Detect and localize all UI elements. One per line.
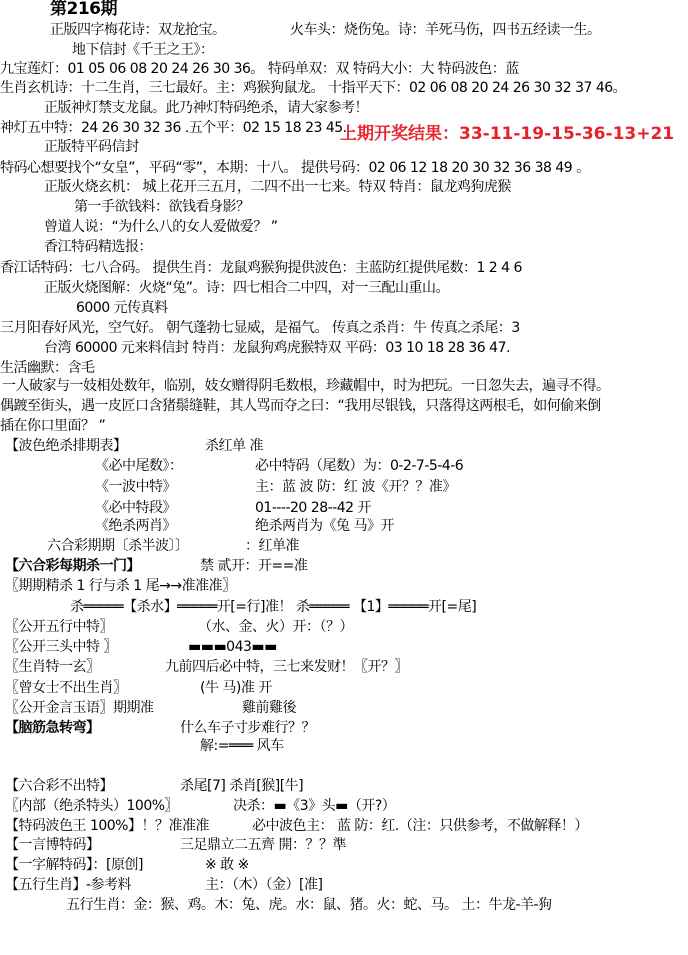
- text-line: 〖期期精杀 1 行与杀 1 尾→→准准准〗: [5, 578, 236, 594]
- text-line: 三足鼎立二五齊 開：？？準: [180, 837, 346, 853]
- text-line: 三月阳春好风光，空气好。 朝气蓬勃七显威，是福气。 传真之杀肖：牛 传真之杀尾：3: [0, 320, 520, 336]
- text-line: 【波色绝杀排期表】: [5, 438, 127, 454]
- text-line: 〖公开五行中特〗: [5, 619, 113, 635]
- text-line: 【五行生肖】-参考料: [5, 877, 132, 893]
- text-line: 《一波中特》: [95, 479, 176, 495]
- text-line: 生活幽默：含毛: [0, 360, 95, 376]
- text-line: 01----20 28--42 开: [255, 500, 371, 516]
- text-line: 【特码波色王 100%】！？准准准: [5, 818, 209, 834]
- text-line: 〖公开金言玉语〗期期准: [5, 700, 154, 716]
- text-line: 五行生肖：金：猴、鸡。木：兔、虎。水：鼠、猪。火：蛇、马。 土：牛龙-羊-狗: [66, 897, 552, 913]
- text-line: ※ 敢 ※: [205, 857, 249, 873]
- text-line: 特码心想要找个“女皇”，平码“零”，本期：十八。 提供号码：02 06 12 18 20 30 32 36 38 49 。: [0, 160, 590, 176]
- text-line: 杀尾[7] 杀肖[猴][牛]: [180, 778, 304, 794]
- text-line: 〖生肖特一玄〗: [5, 659, 100, 675]
- text-line: 雞前雞後: [242, 700, 296, 716]
- text-line: 台湾 60000 元来料信封 特肖：龙鼠狗鸡虎猴特双 平码：03 10 18 28 36 47.: [44, 340, 510, 356]
- text-line: 九宝莲灯：01 05 06 08 20 24 26 30 36。 特码单双：双 特码大小：大 特码波色：蓝: [0, 61, 519, 77]
- text-line: 【六合彩每期杀一门】: [5, 558, 140, 574]
- text-line: 火车头：烧伤兔。诗：羊死马伤，四书五经读一生。: [290, 22, 601, 38]
- text-line: 地下信封《千王之王》：: [72, 42, 214, 58]
- text-line: 九前四后必中特，三七来发财！〖开？〗: [165, 659, 408, 675]
- text-line: ▬▬▬043▬▬: [188, 639, 277, 655]
- text-line: 杀═════【杀水】═════开[=行]准！ 杀═════ 【1】═════开[=尾]: [70, 599, 477, 615]
- text-line: 正版特平码信封: [44, 139, 139, 155]
- text-line: ：红单准: [245, 538, 299, 554]
- text-line: 〖曾女士不出生肖〗: [5, 680, 127, 696]
- text-line: 正版神灯禁支龙鼠。此乃神灯特码绝杀，请大家参考！: [44, 100, 368, 116]
- text-line: (牛 马)准 开: [200, 680, 272, 696]
- text-line: 香江特码精选报：: [44, 239, 152, 255]
- text-line: 插在你口里面？ ”: [0, 418, 106, 434]
- text-line: 《必中尾数》：: [95, 458, 183, 474]
- text-line: 【六合彩不出特】: [5, 778, 113, 794]
- text-line: 【一字解特码】：[原创]: [5, 857, 143, 873]
- text-line: 主：蓝 波 防：红 波《开？？准》: [255, 479, 456, 495]
- text-line: 杀红单 准: [205, 438, 263, 454]
- text-line: 偶踱至街头，遇一皮匠口含猪鬃缝鞋，其人骂而夺之曰：“我用尽银钱，只落得这两根毛，如何偷来倒: [0, 398, 601, 414]
- text-line: 〖内部（绝杀特头）100%〗: [5, 798, 179, 814]
- text-line: 〖公开三头中特 〗: [5, 639, 117, 655]
- text-line: 【一言博特码】: [5, 837, 100, 853]
- text-line: 必中波色主： 蓝 防：红.（注：只供参考，不做解释！）: [252, 818, 588, 834]
- text-line: 曾道人说：“为什么八的女人爱做爱？ ”: [44, 219, 278, 235]
- text-line: 六合彩期期〔杀半波〕〕: [47, 538, 189, 554]
- text-line: 第一手欲钱料：欲钱看身影？: [74, 199, 250, 215]
- text-line: 禁 贰开：开==准: [200, 558, 308, 574]
- text-line: 《必中特段》: [95, 500, 176, 516]
- text-line: 什么车子寸步难行？？: [180, 720, 315, 736]
- text-line: 主：（木）（金）[准]: [205, 877, 323, 893]
- text-line: 6000 元传真料: [76, 300, 168, 316]
- text-line: 生肖玄机诗：十二生肖，三七最好。主：鸡猴狗鼠龙。 十指平天下：02 06 08 20 24 26 30 32 37 46。: [0, 80, 627, 96]
- last-draw-result: 上期开奖结果：33-11-19-15-36-13+21: [340, 124, 675, 144]
- text-line: 必中特码（尾数）为：0-2-7-5-4-6: [255, 458, 464, 474]
- text-line: （水、金、火）开：（？）: [198, 619, 353, 635]
- text-line: 【脑筋急转弯】: [5, 720, 100, 736]
- text-line: 一人破家与一妓相处数年，临别，妓女赠得阴毛数根，珍藏帽中，时为把玩。一日忽失去，遍寻不得。: [2, 378, 610, 394]
- text-line: 正版四字梅花诗：双龙抢宝。: [50, 22, 226, 38]
- text-line: 神灯五中特：24 26 30 32 36 .五个平：02 15 18 23 45.: [0, 120, 347, 136]
- text-line: 解:=═══ 风车: [200, 738, 284, 754]
- text-line: 绝杀两肖为《兔 马》开: [255, 518, 394, 534]
- text-line: 正版火烧玄机： 城上花开三五月，二四不出一七来。特双 特肖：鼠龙鸡狗虎猴: [44, 179, 511, 195]
- issue-title: 第216期: [50, 0, 117, 19]
- text-line: 《绝杀两肖》: [95, 518, 176, 534]
- text-line: 正版火烧图解：火烧“兔”。诗：四七相合二中四，对一三配山重山。: [44, 280, 450, 296]
- text-line: 香江话特码：七八合码。 提供生肖：龙鼠鸡猴狗提供波色：主蓝防红提供尾数：1 2 4 6: [0, 260, 522, 276]
- text-line: 决杀：▬《3》头▬（开?）: [233, 798, 396, 814]
